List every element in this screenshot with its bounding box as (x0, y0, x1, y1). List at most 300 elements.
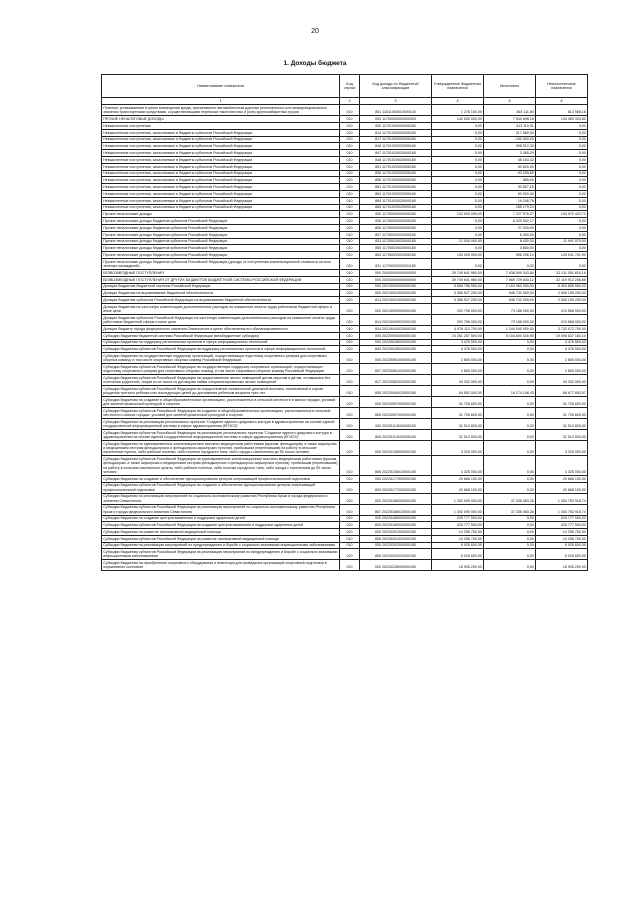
cell-executed: 93 827,15 (484, 184, 536, 191)
cell-approved: 2 805 000,00 (432, 353, 484, 364)
cell-unexecuted: 0,00 (536, 204, 588, 211)
header-number: 1 (102, 97, 340, 105)
cell-unexecuted: 219 568 000,00 (536, 303, 588, 314)
cell-approved: 24 281 257 500,00 (432, 332, 484, 339)
cell-executed: 37 336 083,26 (484, 504, 536, 515)
header-number: 4 (432, 97, 484, 105)
table-row (102, 136, 588, 143)
cell-income-code: 000 20225202000000150 (360, 542, 432, 549)
header-number: 6 (536, 97, 588, 105)
table-row (102, 353, 588, 364)
cell-unexecuted: 18 935 200,00 (536, 560, 588, 571)
cell-line-code: 010 (340, 419, 360, 430)
cell-approved: 4 476 500,00 (432, 339, 484, 346)
table-row (102, 163, 588, 170)
table-row (102, 375, 588, 386)
cell-executed: 0,00 (484, 258, 536, 269)
cell-approved: 2 805 000,00 (432, 364, 484, 375)
cell-executed: 0,00 (484, 522, 536, 529)
header-executed: Исполнено (484, 75, 536, 98)
cell-indicator-name: Субсидии бюджетам на создание в общеобразовательных организациях, расположенных в сельской местности и малых городах, условий для занятий физической культурой и спортом (102, 397, 340, 408)
cell-approved: 225 777 500,00 (432, 515, 484, 522)
cell-line-code: 010 (340, 276, 360, 283)
table-row (102, 549, 588, 560)
table-row (102, 245, 588, 252)
cell-approved: 292 796 000,00 (432, 303, 484, 314)
cell-indicator-name: Прочие неналоговые доходы бюджетов субъектов Российской Федерации (102, 218, 340, 225)
cell-income-code: 814 20215001020000150 (360, 297, 432, 304)
cell-line-code: 010 (340, 211, 360, 218)
cell-line-code: 010 (340, 177, 360, 184)
cell-indicator-name: Невыясненные поступления, зачисляемые в бюджеты субъектов Российской Федерации (102, 150, 340, 157)
page-title: 1. Доходы бюджета (283, 60, 347, 67)
cell-indicator-name: Невыясненные поступления (102, 122, 340, 129)
cell-line-code: 010 (340, 184, 360, 191)
cell-approved: 0,00 (432, 190, 484, 197)
cell-line-code: 010 (340, 430, 360, 441)
cell-income-code: 000 20215009000000150 (360, 303, 432, 314)
cell-unexecuted: 225 777 500,00 (536, 515, 588, 522)
cell-unexecuted: 20 668 100,00 (536, 482, 588, 493)
cell-income-code: 851 11701020020000180 (360, 163, 432, 170)
table-row (102, 258, 588, 269)
cell-indicator-name: Субсидии бюджетам субъектов Российской Федерации на реализацию мероприятий по предупреждению и борьбе с социально значимыми инфекционными заболеваниями (103, 550, 338, 559)
cell-approved: 142 000 000,00 (432, 211, 484, 218)
cell-unexecuted: 0,00 (536, 143, 588, 150)
cell-income-code: 806 20225097020000150 (360, 408, 432, 419)
cell-line-code: 010 (340, 332, 360, 339)
cell-income-code: 856 11701020020000180 (360, 177, 432, 184)
cell-indicator-name: Субсидии бюджетам субъектов Российской Федерации на поддержку региональных проектов в сфере информационных технологий (102, 346, 340, 353)
cell-indicator-name: Прочие неналоговые доходы бюджетов субъектов Российской Федерации (102, 231, 340, 238)
cell-line-code: 010 (340, 529, 360, 536)
cell-income-code: 814 11701020020000180 (360, 129, 432, 136)
cell-unexecuted: 0,00 (536, 184, 588, 191)
cell-executed: 6 229 592,17 (484, 218, 536, 225)
table-row (102, 105, 588, 116)
cell-income-code: 000 20210000000000150 (360, 283, 432, 290)
cell-indicator-name: Дотации бюджетам на выравнивание бюджетной обеспеченности (102, 290, 340, 297)
cell-indicator-name: Невыясненные поступления, зачисляемые в бюджеты субъектов Российской Федерации (102, 156, 340, 163)
cell-line-code: 010 (340, 129, 360, 136)
table-row (102, 143, 588, 150)
table-row (102, 325, 588, 332)
cell-approved: 18 935 200,00 (432, 560, 484, 571)
cell-line-code: 010 (340, 456, 360, 475)
cell-indicator-name: Субсидии бюджетам на поддержку региональных проектов в сфере информационных технологий (102, 339, 340, 346)
cell-unexecuted: 3 325 000,00 (536, 456, 588, 475)
cell-approved: 31 726 600,00 (432, 397, 484, 408)
cell-income-code: 847 11701020020000180 (360, 150, 432, 157)
cell-approved: 6 925 600,00 (432, 549, 484, 560)
cell-unexecuted: 14 256 700,00 (536, 529, 588, 536)
cell-approved: 0,00 (432, 184, 484, 191)
cell-approved: 0,00 (432, 204, 484, 211)
cell-line-code: 010 (340, 105, 360, 116)
cell-unexecuted: 2 805 000,00 (536, 364, 588, 375)
cell-approved: 31 512 800,00 (432, 430, 484, 441)
cell-executed: 0,00 (484, 456, 536, 475)
cell-unexecuted: 2 805 000,00 (536, 353, 588, 364)
cell-income-code: 000 20225228000000150 (360, 560, 432, 571)
cell-executed: 50 000,00 (484, 190, 536, 197)
cell-unexecuted: 6 494 805 900,00 (536, 283, 588, 290)
cell-approved: 130 000 000,00 (432, 252, 484, 259)
cell-indicator-name: Субсидии бюджетам субъектов Российской Федерации на государственную поддержку спортивных организаций, осуществляющих подготовку спортивного резерва для спортивных сборных команд, в том числе спортивных сборных команд Российской Федерации (102, 364, 340, 375)
cell-approved: 3 386 927 200,00 (432, 290, 484, 297)
table-row (102, 150, 588, 157)
cell-line-code: 010 (340, 408, 360, 419)
cell-indicator-name: БЕЗВОЗМЕЗДНЫЕ ПОСТУПЛЕНИЯ (102, 269, 340, 276)
cell-approved: 84 852 000,00 (432, 386, 484, 397)
cell-income-code: 809 20225177020000150 (360, 482, 432, 493)
cell-approved: 3 325 000,00 (432, 441, 484, 456)
cell-line-code: 010 (340, 386, 360, 397)
cell-approved: 0,00 (432, 224, 484, 231)
cell-executed: 7 227 576,27 (484, 211, 536, 218)
cell-executed: 6 400,00 (484, 231, 536, 238)
cell-income-code: 846 11701020020000180 (360, 143, 432, 150)
cell-indicator-name: Субсидии бюджетам на создание центров выявления и поддержки одаренных детей (102, 515, 340, 522)
cell-indicator-name: Субсидии бюджетам субъектов Российской Федерации на реализацию региональных проектов "Создание единого цифрового контура в здравоохранении на основе единой государственной информационной системы в сфере здравоохранения (ЕГИСЗ)" (102, 430, 340, 441)
table-row (102, 156, 588, 163)
header-approved: Утвержденные бюджетные назначения (432, 75, 484, 98)
cell-approved: 0,00 (432, 170, 484, 177)
cell-income-code: 817 20225082020000150 (360, 375, 432, 386)
cell-approved: 3 325 000,00 (432, 456, 484, 475)
cell-unexecuted: 0,00 (536, 163, 588, 170)
table-row (102, 482, 588, 493)
cell-line-code: 010 (340, 441, 360, 456)
cell-income-code: 000 20000000000000000 (360, 269, 432, 276)
cell-indicator-name: Прочие неналоговые доходы бюджетов субъектов Российской Федерации (102, 224, 340, 231)
cell-approved: 31 726 600,00 (432, 408, 484, 419)
cell-unexecuted: 1 354 753 916,74 (536, 504, 588, 515)
cell-executed: 1 244 040 000,00 (484, 325, 536, 332)
cell-line-code: 010 (340, 245, 360, 252)
cell-line-code: 010 (340, 258, 360, 269)
cell-indicator-name: Невыясненные поступления, зачисляемые в бюджеты субъектов Российской Федерации (102, 143, 340, 150)
cell-unexecuted: 3 325 000,00 (536, 441, 588, 456)
cell-line-code: 010 (340, 231, 360, 238)
cell-income-code: 000 11701000000000180 (360, 122, 432, 129)
cell-line-code: 010 (340, 163, 360, 170)
cell-income-code: 814 20215009020000150 (360, 314, 432, 325)
cell-approved: 8 658 756 900,00 (432, 283, 484, 290)
table-row (102, 456, 588, 475)
table-row (102, 332, 588, 339)
cell-income-code: 848 11701020020000180 (360, 156, 432, 163)
cell-unexecuted: 31 726 600,00 (536, 397, 588, 408)
cell-indicator-name: Платежи, уплачиваемые в целях возмещения вреда, причиняемого автомобильным дорогам регионального или межмуниципального значения транспортными средствами, осуществляющими перевозки тяжеловесных и (или) крупногабаритных грузов (102, 105, 340, 116)
cell-executed: 8 430,00 (484, 238, 536, 245)
header-number: 3 (360, 97, 432, 105)
cell-line-code: 010 (340, 224, 360, 231)
cell-unexecuted: 0,00 (536, 150, 588, 157)
cell-income-code: 831 11705020020000180 (360, 238, 432, 245)
table-row (102, 116, 588, 123)
cell-line-code: 010 (340, 353, 360, 364)
cell-line-code: 010 (340, 535, 360, 542)
cell-indicator-name: Прочие неналоговые доходы бюджетов субъектов Российской Федерации (102, 252, 340, 259)
cell-income-code: 855 20225084020000150 (360, 386, 432, 397)
cell-approved: 0,00 (432, 258, 484, 269)
cell-approved: 0,00 (432, 122, 484, 129)
cell-executed: 846 732 000,00 (484, 290, 536, 297)
cell-approved: 34 332 900,00 (432, 375, 484, 386)
cell-approved: 292 796 000,00 (432, 314, 484, 325)
cell-approved: 4 476 500,00 (432, 346, 484, 353)
cell-unexecuted: 34 332 900,00 (536, 375, 588, 386)
cell-income-code: 806 11705020020000180 (360, 224, 432, 231)
table-row (102, 197, 588, 204)
cell-approved: 0,00 (432, 231, 484, 238)
cell-indicator-name: Невыясненные поступления, зачисляемые в бюджеты субъектов Российской Федерации (102, 197, 340, 204)
cell-indicator-name: Субсидии бюджетам на реализацию региональных проектов "Создание единого цифрового контура в здравоохранении на основе единой государственной информационной системы в сфере здравоохранения (ЕГИСЗ)" (102, 419, 340, 430)
table-row (102, 542, 588, 549)
cell-executed: 7 638 590 343,84 (484, 269, 536, 276)
cell-line-code: 010 (340, 156, 360, 163)
cell-line-code: 010 (340, 218, 360, 225)
cell-income-code: 863 11701020020000180 (360, 190, 432, 197)
cell-unexecuted: 32 119 912 256,88 (536, 276, 588, 283)
table-row (102, 184, 588, 191)
cell-approved: 142 000 000,00 (432, 116, 484, 123)
cell-line-code: 010 (340, 290, 360, 297)
table-row (102, 204, 588, 211)
cell-executed: 0,00 (484, 353, 536, 364)
cell-income-code: 864 11705020020000180 (360, 252, 432, 259)
cell-executed: 73 188 000,00 (484, 314, 536, 325)
table-row (102, 535, 588, 542)
cell-executed: 73 188 000,00 (484, 303, 536, 314)
cell-line-code: 010 (340, 504, 360, 515)
cell-executed: 585,00 (484, 177, 536, 184)
cell-unexecuted: 0,00 (536, 170, 588, 177)
table-row (102, 129, 588, 136)
cell-income-code: 000 20225201000000150 (360, 529, 432, 536)
cell-unexecuted: 0,00 (536, 258, 588, 269)
budget-income-table (101, 74, 588, 571)
cell-executed: 185 179,24 (484, 204, 536, 211)
cell-approved: 12 000 000,00 (432, 238, 484, 245)
cell-unexecuted: 6 925 600,00 (536, 542, 588, 549)
table-row (102, 339, 588, 346)
cell-approved: 0,00 (432, 150, 484, 157)
cell-indicator-name: Невыясненные поступления, зачисляемые в бюджеты субъектов Российской Федерации (102, 190, 340, 197)
cell-unexecuted: 3 732 072 700,00 (536, 325, 588, 332)
cell-income-code: 806 20225138020000150 (360, 456, 432, 475)
cell-income-code: 807 20225081020000150 (360, 364, 432, 375)
cell-approved: 4 978 112 700,00 (432, 325, 484, 332)
cell-indicator-name: Субсидии бюджетам субъектов Российской Федерации на создание центров выявления и поддержки одаренных детей (102, 522, 340, 529)
cell-executed: 313 119,91 (484, 122, 536, 129)
table-row (102, 297, 588, 304)
cell-line-code: 010 (340, 150, 360, 157)
cell-executed: 50 600,00 (484, 163, 536, 170)
cell-approved: 0,00 (432, 245, 484, 252)
cell-income-code: 000 20225138000000150 (360, 441, 432, 456)
cell-executed: 0,00 (484, 482, 536, 493)
table-row (102, 529, 588, 536)
cell-line-code: 010 (340, 346, 360, 353)
header-unexecuted: Неисполненные назначения (536, 75, 588, 98)
cell-indicator-name: Субсидии бюджетам бюджетной системы Российской Федерации (межбюджетные субсидии) (102, 332, 340, 339)
cell-indicator-name: Невыясненные поступления, зачисляемые в бюджеты субъектов Российской Федерации (102, 129, 340, 136)
table-row (102, 397, 588, 408)
cell-line-code: 010 (340, 170, 360, 177)
header-indicator-name: Наименование показателя (102, 75, 340, 98)
cell-indicator-name: Дотации бюджетам субъектов Российской Федерации на выравнивание бюджетной обеспеченности (102, 297, 340, 304)
table-row (102, 290, 588, 297)
table-row (102, 238, 588, 245)
cell-income-code: 840 20225028020000150 (360, 346, 432, 353)
cell-unexecuted: 134 459 303,82 (536, 116, 588, 123)
table-row (102, 441, 588, 456)
table-row (102, 269, 588, 276)
table-row (102, 170, 588, 177)
cell-approved: 39 749 641 960,00 (432, 269, 484, 276)
table-row (102, 283, 588, 290)
cell-income-code: 000 20200000000000000 (360, 276, 432, 283)
cell-unexecuted: 813 988,16 (536, 105, 588, 116)
table-row (102, 252, 588, 259)
cell-indicator-name: Субсидии бюджетам на единовременные компенсационные выплаты медицинским работникам (врачам, фельдшерам, а также акушеркам и медицинским сестрам фельдшерских и фельдшерско-акушерских пунктов), прибывшим (переехавшим) на работу в сельские населенные пункты, либо рабочие поселки, либо поселки городского типа, либо города с населением до 50 тысяч человек (102, 441, 340, 456)
cell-executed: -93 095,69 (484, 170, 536, 177)
cell-income-code: 861 11701020020000180 (360, 184, 432, 191)
cell-unexecuted: 0,00 (536, 156, 588, 163)
cell-income-code: 831 11705020020001180 (360, 258, 432, 269)
cell-income-code: 867 20225186020000150 (360, 504, 432, 515)
cell-executed: 958 296,10 (484, 252, 536, 259)
cell-executed: 16 174 146,43 (484, 386, 536, 397)
cell-executed: 0,00 (484, 549, 536, 560)
header-number: 5 (484, 97, 536, 105)
cell-approved: 0,00 (432, 156, 484, 163)
cell-executed: 846 732 000,00 (484, 297, 536, 304)
cell-line-code: 010 (340, 364, 360, 375)
cell-line-code: 010 (340, 560, 360, 571)
cell-line-code: 010 (340, 197, 360, 204)
cell-approved: 0,00 (432, 143, 484, 150)
header-line-code: Код строки (340, 75, 360, 98)
cell-executed: 0,00 (484, 535, 536, 542)
cell-executed: 7 540 696,18 (484, 116, 536, 123)
cell-line-code: 010 (340, 190, 360, 197)
cell-unexecuted: 219 568 000,00 (536, 314, 588, 325)
cell-executed: 0,00 (484, 364, 536, 375)
cell-executed: 3 850,00 (484, 245, 536, 252)
cell-approved: 0,00 (432, 129, 484, 136)
cell-unexecuted: 6 925 600,00 (536, 549, 588, 560)
cell-unexecuted: 0,00 (536, 122, 588, 129)
table-row (102, 522, 588, 529)
table-row (102, 386, 588, 397)
cell-income-code: 000 20225081000000150 (360, 353, 432, 364)
cell-indicator-name: Субсидии бюджетам субъектов Российской Федерации на предоставление жилых помещений детям-сиротам и детям, оставшимся без попечения родителей, лицам из их числа по договорам найма специализированных жилых помещений (102, 375, 340, 386)
cell-line-code: 010 (340, 238, 360, 245)
cell-indicator-name: Невыясненные поступления, зачисляемые в бюджеты субъектов Российской Федерации (102, 170, 340, 177)
cell-indicator-name: Невыясненные поступления, зачисляемые в бюджеты субъектов Российской Федерации (102, 177, 340, 184)
cell-line-code: 010 (340, 297, 360, 304)
cell-income-code: 806 20225201020000150 (360, 535, 432, 542)
cell-unexecuted: 0,00 (536, 190, 588, 197)
cell-indicator-name: Дотации бюджету города федерального значения Севастополя в целях обеспечения его сбалансированности (102, 325, 340, 332)
cell-income-code: 806 20225114020000150 (360, 430, 432, 441)
table-row (102, 560, 588, 571)
cell-unexecuted: 0,00 (536, 224, 588, 231)
cell-line-code: 010 (340, 493, 360, 504)
cell-unexecuted: 11 991 570,00 (536, 238, 588, 245)
cell-unexecuted: 31 512 800,00 (536, 430, 588, 441)
cell-executed: -152 000,00 (484, 136, 536, 143)
cell-approved: 0,00 (432, 136, 484, 143)
cell-executed: 3 365,29 (484, 150, 536, 157)
cell-executed: 0,00 (484, 542, 536, 549)
cell-unexecuted: 31 512 800,00 (536, 419, 588, 430)
table-row (102, 224, 588, 231)
cell-approved: 225 777 500,00 (432, 522, 484, 529)
cell-unexecuted: 0,00 (536, 136, 588, 143)
cell-approved: 0,00 (432, 197, 484, 204)
cell-approved: 39 749 641 960,00 (432, 276, 484, 283)
cell-line-code: 010 (340, 542, 360, 549)
cell-executed: 0,00 (484, 375, 536, 386)
table-row (102, 504, 588, 515)
cell-unexecuted: 4 476 500,00 (536, 346, 588, 353)
cell-indicator-name: Субсидии бюджетам субъектов Российской Федерации на реализацию мероприятий по социально-экономическому развитию Республики Крым и города федерального значения Севастополя (102, 504, 340, 515)
cell-indicator-name: Субсидии бюджетам на реализацию мероприятий по социально-экономическому развитию Республики Крым и города федерального значения Севастополя (102, 493, 340, 504)
cell-unexecuted: 68 677 853,57 (536, 386, 588, 397)
cell-income-code: 809 20225189020000150 (360, 522, 432, 529)
cell-income-code: 000 11700000000000000 (360, 116, 432, 123)
cell-line-code: 010 (340, 482, 360, 493)
cell-income-code: 851 11611063010000140 (360, 105, 432, 116)
table-row (102, 408, 588, 419)
cell-approved: 31 512 800,00 (432, 419, 484, 430)
cell-indicator-name: Прочие неналоговые доходы бюджетов субъектов Российской Федерации (102, 245, 340, 252)
cell-unexecuted: 4 476 500,00 (536, 339, 588, 346)
cell-income-code: 000 20225097000000150 (360, 397, 432, 408)
cell-executed: 0,00 (484, 419, 536, 430)
cell-unexecuted: 0,00 (536, 197, 588, 204)
cell-line-code: 010 (340, 325, 360, 332)
cell-approved: 1 392 090 000,00 (432, 504, 484, 515)
cell-unexecuted: 0,00 (536, 231, 588, 238)
table-row (102, 218, 588, 225)
cell-income-code: 865 11701020020000180 (360, 204, 432, 211)
cell-executed: 0,00 (484, 339, 536, 346)
cell-line-code: 010 (340, 515, 360, 522)
header-number-row (102, 97, 588, 105)
cell-approved: 0,00 (432, 177, 484, 184)
cell-income-code: 000 20215001000000150 (360, 290, 432, 297)
cell-unexecuted: 31 726 600,00 (536, 408, 588, 419)
cell-indicator-name: Дотации бюджетам субъектов Российской Федерации на частичную компенсацию дополнительных расходов на повышение оплаты труда работников бюджетной сферы и иные цели (102, 314, 340, 325)
cell-executed: 464 111,84 (484, 105, 536, 116)
cell-indicator-name: Субсидии бюджетам на создание и обеспечение функционирования центров опережающей профессиональной подготовки (102, 475, 340, 482)
cell-indicator-name: Невыясненные поступления, зачисляемые в бюджеты субъектов Российской Федерации (102, 163, 340, 170)
cell-indicator-name: Прочие неналоговые доходы бюджетов субъектов Российской Федерации (102, 238, 340, 245)
cell-line-code: 010 (340, 204, 360, 211)
cell-unexecuted: 2 540 195 200,00 (536, 297, 588, 304)
cell-approved: 3 386 927 200,00 (432, 297, 484, 304)
cell-indicator-name: Субсидии бюджетам субъектов Российской Федерации на создание и обеспечение функционирования центров опережающей профессиональной подготовки (102, 482, 340, 493)
cell-executed: 0,00 (484, 475, 536, 482)
cell-unexecuted: 0,00 (536, 218, 588, 225)
cell-income-code: 000 20225177000000150 (360, 475, 432, 482)
cell-executed: 0,00 (484, 560, 536, 571)
